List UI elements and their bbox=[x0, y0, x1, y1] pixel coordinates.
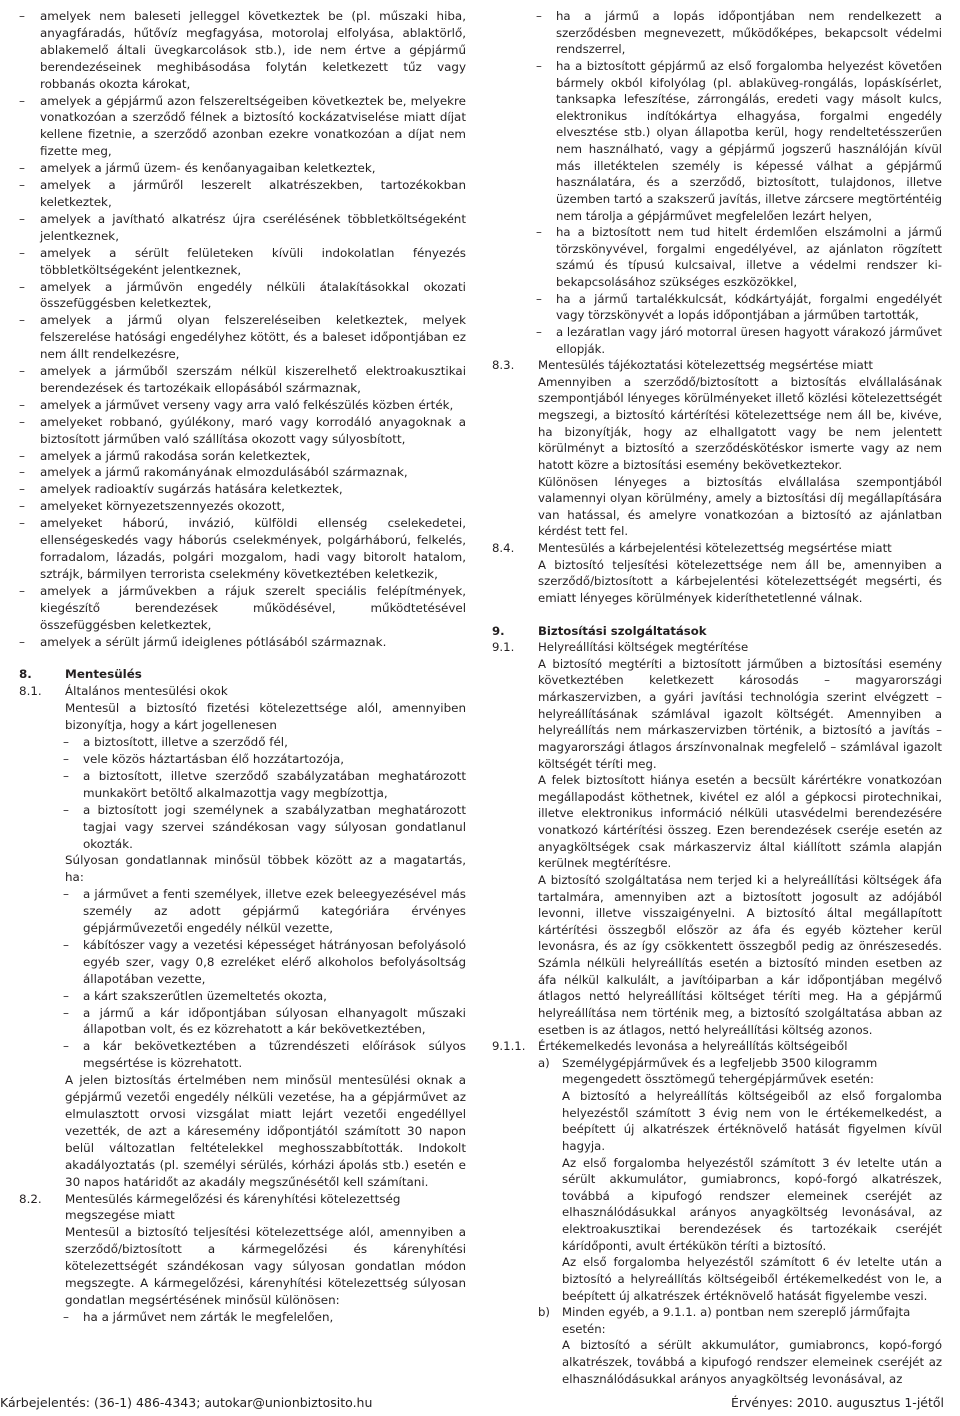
section-9-1-paragraph: A biztosító megtéríti a biztosított járműben a biztosítási esemény következtében keletkezett károsodás – magyarországi márkaszervizben, a gyári javítási technológia szerint elvégzett – helyreállításának számlával igazolt költségét. Amennyiben a helyreállítás nem márkaszervizben történik, a biztosító a javítás – magyarországi átlagos árszínvonalnak megfelelő – számlával igazolt költségét téríti meg. bbox=[538, 656, 942, 771]
section-8-1-heading-number: 8.1. bbox=[19, 684, 42, 699]
list-item: – a biztosított, illetve szerződő szabályzatában meghatározott munkakört betöltő alkalmazottja vagy megbízottja, bbox=[19, 768, 466, 802]
section-8-2-heading bbox=[19, 1191, 466, 1225]
item-b-paragraph: A biztosító a sérült akkumulátor, gumiabroncs, kopó-forgó alkatrészek, továbbá a kipufogó rendszer elemeinek cseréjét az elhasználódásukkal arányos anyagköltség levonásával, az bbox=[562, 1338, 942, 1386]
exclusion-list-item: – amelyek a sérült jármű ideiglenes pótlásából származnak. bbox=[19, 634, 466, 651]
list-item: – a biztosított, illetve a szerződő fél, bbox=[19, 734, 466, 751]
item-b-heading-title: Minden egyéb, a 9.1.1. a) pontban nem szereplő járműfajta esetén: bbox=[562, 1305, 911, 1336]
list-item: – kábítószer vagy a vezetési képességet hátrányosan befolyásoló egyéb szer, vagy 0,8 ezreléket elérő alkoholos befolyásoltság állapotában vezette, bbox=[19, 937, 466, 988]
section-8-3-paragraph: Amennyiben a szerződő/biztosított a biztosítás elvállalásának szempontjából lényeges körülményeket illető közlési kötelezettségét megszegi, a biztosító kártérítési kötelezettsége nem áll be, kivéve, ha bizonyítják, hogy az elhallgatott vagy be nem jelentett körülményt a biztosító a szerződéskötéskor ismerte vagy az nem hatott közre a biztosítási esemény bekövetkeztekor. bbox=[538, 374, 942, 472]
exclusion-list-item: – amelyeket háború, invázió, külföldi ellenség cselekedetei, ellenségeskedés vagy háborús cselekmények, polgárháború, felkelés, forradalom, lázadás, polgári mozgalom, hadi vagy bitorolt hatalom, sztrájk, bármilyen terrorista cselekmény következtében keletkezik, bbox=[19, 515, 466, 583]
exclusion-list-item: – amelyek a jármű olyan felszereléseiben keletkeztek, melyek felszerelése hatósági engedélyhez kötött, és a baleset időpontjában ez nem állt rendelkezésre, bbox=[19, 312, 466, 363]
section-8-1-heading-title: Általános mentesülési okok bbox=[65, 684, 228, 699]
section-9-1-paragraph: A biztosító szolgáltatása nem terjed ki a helyreállítási költségek áfa tartalmára, amennyiben azt a biztosított jogosult az adójából levonni, illetve visszaigényelni. A biztosító által megállapított kártérítési összegből először az áfa és egyéb közteher kerül levonásra, és az így csökkentett összegből pedig az önrészesedés. Számla nélküli helyreállítás esetén a biztosító minden esetben az áfa nélkül kalkulált, a javítóiparban a kár időpontjában megélvő átlagos nettó helyreállítási költséget téríti meg. Ha a gépjármű helyreállítása nem történik meg, a biztosító szolgáltatása abban az esetben is az átlagos, nettó helyreállítási költség azonos. bbox=[538, 872, 942, 1037]
list-item: – vele közös háztartásban élő hozzátartozója, bbox=[19, 751, 466, 768]
section-8-heading-title: Mentesülés bbox=[65, 667, 142, 682]
section-8-1-heading bbox=[19, 683, 466, 700]
exclusion-list-item: – amelyek a járművet verseny vagy arra való felkészülés közben érték, bbox=[19, 397, 466, 414]
right-column bbox=[492, 8, 942, 1387]
spacer bbox=[492, 607, 942, 623]
section-8-3-heading bbox=[492, 357, 942, 374]
section-9-1-heading-title: Helyreállítási költségek megtérítése bbox=[538, 640, 749, 655]
item-a-heading-title: Személygépjárművek és a legfeljebb 3500 kilogramm megengedett össztömegű tehergépjárművek esetén: bbox=[562, 1055, 878, 1087]
section-8-1-mid: Súlyosan gondatlannak minősül többek között az a magatartás, ha: bbox=[65, 853, 466, 885]
exclusion-list-item: – amelyek a gépjármű azon felszereltségeiben következtek be, melyekre vonatkozóan a szerződő félnek a biztosító kockázatviselése miatt díjat kellene fizetnie, a szerződő azonban ezekre vonatkozóan a díjat nem fizette meg, bbox=[19, 93, 466, 161]
list-item: – ha a jármű tartalékkulcsát, kódkártyáját, forgalmi engedélyét vagy törzskönyvét a lopás időpontjában a járműben tartották, bbox=[492, 291, 942, 324]
exclusion-list-item: – amelyeket robbanó, gyúlékony, maró vagy korrodáló anyagoknak a biztosított járműben való szállítása okozott vagy súlyosbított, bbox=[19, 414, 466, 448]
section-9-1-1-heading-number: 9.1.1. bbox=[492, 1039, 526, 1054]
section-9-1-heading bbox=[492, 639, 942, 656]
list-item: – ha a biztosított nem tud hitelt érdemlően elszámolni a jármű törzskönyvével, forgalmi engedélyével, az ajánlaton rögzített számú és típusú kulcsaival, illetve a védelmi rendszer ki-bekapcsolásához szükséges eszközökkel, bbox=[492, 224, 942, 291]
section-9-1-1-heading-title: Értékemelkedés levonása a helyreállítás költségeiből bbox=[538, 1039, 848, 1054]
list-item: – a lezáratlan vagy járó motorral üresen hagyott várakozó járművet ellopják. bbox=[492, 324, 942, 357]
item-a-heading-label: a) bbox=[538, 1055, 550, 1070]
section-8-2-heading-title: Mentesülés kármegelőzési és kárenyhítési kötelezettség megszegése miatt bbox=[65, 1191, 401, 1223]
section-9-heading bbox=[492, 623, 942, 640]
section-9-1-paragraph: A felek biztosított hiánya esetén a becsült kárértékre vonatkozóan megállapodást köthetnek, kivétel ez alól a gépkocsi pirotechnikai, illetve elektronikus információ nélküli utasvédelmi berendezésére vonatkozó kártérítési összeg. Ezen berendezések cseréje esetén az anyagköltségek csak márkaszerviz által kiállított számla alapján kerülnek megtérítésre. bbox=[538, 773, 942, 871]
item-b-heading bbox=[492, 1304, 942, 1337]
section-8-4-text: A biztosító teljesítési kötelezettsége nem áll be, amennyiben a szerződő/biztosított a kárbejelentési kötelezettségét megsérti, és emiatt lényeges körülmények kideríthetetlenné válnak. bbox=[538, 557, 942, 605]
exclusion-list-item: – amelyek a jármű üzem- és kenőanyagaiban keletkeztek, bbox=[19, 160, 466, 177]
list-item: – a kár bekövetkeztében a tűzrendészeti előírások súlyos megsértése is közrehatott. bbox=[19, 1038, 466, 1072]
item-a-heading bbox=[492, 1055, 942, 1088]
section-8-1-end: A jelen biztosítás értelmében nem minősül mentesülési oknak a gépjármű vezetői engedély nélküli vezetése, ha a gépjárművet az elmulasztott orvosi vizsgálat miatt lejárt vezetői engedéllyel vezették, de azt a káresemény időpontjától számított 30 napon belül változatlan feltételekkel meghosszabbították. Indokolt akadályoztatás (pl. személyi sérülés, kórházi ápolás stb.) esetén e 30 napos határidőt az akadály megszűnésétől kell számítani. bbox=[65, 1073, 466, 1189]
exclusion-list-item: – amelyek a sérült felületeken kívüli indokolatlan fényezés többletköltségeként jelentkeznek, bbox=[19, 245, 466, 279]
list-item: – a járművet a fenti személyek, illetve ezek beleegyezésével más személy az adott gépjármű kategóriára érvényes gépjárművezetői engedély nélkül vezette, bbox=[19, 886, 466, 937]
section-8-3-heading-title: Mentesülés tájékoztatási kötelezettség megsértése miatt bbox=[538, 358, 873, 373]
exclusion-list-item: – amelyek a járművekben a rájuk szerelt speciális felépítmények, kiegészítő berendezések működésével, működtetésével összefüggésben keletkeztek, bbox=[19, 583, 466, 634]
exclusion-list-item: – amelyeket környezetszennyezés okozott, bbox=[19, 498, 466, 515]
exclusion-list-item: – amelyek a járműről leszerelt alkatrészekben, tartozékokban keletkeztek, bbox=[19, 177, 466, 211]
exclusion-list-item: – amelyek nem baleseti jelleggel következtek be (pl. műszaki hiba, anyagfáradás, hűtővíz megfagyása, motorolaj elfolyása, ablaktörlő, ablakemelő általi üvegkarcolások stb.), ide nem értve a gépjármű berendezéseinek meghibásodása folytán keletkezett tűz vagy robbanás okozta károkat, bbox=[19, 8, 466, 93]
list-item: – a jármű a kár időpontjában súlyosan elhanyagolt műszaki állapotban volt, és ez közrehatott a kár bekövetkeztében, bbox=[19, 1005, 466, 1039]
section-8-4-heading-number: 8.4. bbox=[492, 541, 515, 555]
section-8-2-heading-number: 8.2. bbox=[19, 1191, 42, 1206]
list-item: – ha a járművet nem zárták le megfelelően, bbox=[19, 1309, 466, 1326]
section-8-2-text: Mentesül a biztosító teljesítési kötelezettsége alól, amennyiben a szerződő/biztosított a kármegelőzési és kárenyhítési kötelezettségét szándékosan vagy súlyosan gondatlan módon megszegte. A kármegelőzési, kárenyhítési kötelezettség súlyosan gondatlan megsértésének minősül különösen: bbox=[65, 1225, 466, 1307]
list-item: – a kárt szakszerűtlen üzemeltetés okozta, bbox=[19, 988, 466, 1005]
section-9-1-heading-number: 9.1. bbox=[492, 640, 515, 655]
item-a-paragraph: Az első forgalomba helyezéstől számított 3 év letelte után a sérült akkumulátor, gumiabroncs, kopó-forgó alkatrészek, továbbá a kipufogó rendszer elemeinek cseréjét az elhasználódásukkal arányos anyagköltség levonásával, az elektroakusztikai berendezések és tartozékaik cseréjét kárídőponti, avult értékükön téríti a biztosító. bbox=[562, 1155, 942, 1253]
section-9-heading-number: 9. bbox=[492, 623, 505, 638]
footer-validity: Érvényes: 2010. augusztus 1-jétől bbox=[730, 1395, 944, 1410]
exclusion-list-item: – amelyek a jármű rakodása során keletkeztek, bbox=[19, 448, 466, 465]
section-8-4-heading-title: Mentesülés a kárbejelentési kötelezettség megsértése miatt bbox=[538, 541, 892, 555]
section-8-4-heading bbox=[492, 540, 942, 557]
section-9-1-1-heading bbox=[492, 1038, 942, 1055]
list-item: – ha a biztosított gépjármű az első forgalomba helyezést követően bármely okból kifolyólag (pl. ablaküveg-rongálás, lopáskísérlet, tanksapka lefeszítése, zárrongálás, eredeti vagy másolt kulcs, elektronikus indítókártya elhagyása, forgalmi engedély elvesztése stb.) olyan állapotba kerül, hogy rendeltetésszerűen nem használható, vagy a gépjármű jogszerű használóján kívül más illetéktelen személy is képessé válhat a gépjármű használatára, és a szerződő, biztosított, tulajdonos, illetve üzemben tartó a szakszerű javítás, illetve zárcsere megtörténtéig nem tárolja a gépjárművet megfelelően lezárt helyen, bbox=[492, 58, 942, 224]
exclusion-list-item: – amelyek a jármű rakományának elmozdulásából származnak, bbox=[19, 464, 466, 481]
section-9-heading-title: Biztosítási szolgáltatások bbox=[538, 623, 707, 638]
section-8-3-paragraph: Különösen lényeges a biztosítás elvállalása szempontjából valamennyi olyan körülmény, amely a biztosítási díj megállapítására van hatással, és amelyre vonatkozóan a biztosító az ajánlatban kérdést tett fel. bbox=[538, 474, 942, 539]
item-b-heading-label: b) bbox=[538, 1305, 550, 1320]
exclusion-list-item: – amelyek a javítható alkatrész újra cserélésének többletköltségeként jelentkeznek, bbox=[19, 211, 466, 245]
section-8-3-heading-number: 8.3. bbox=[492, 358, 515, 373]
footer-contact: Kárbejelentés: (36-1) 486-4343; autokar@unionbiztosito.hu bbox=[0, 1395, 373, 1410]
list-item: – a biztosított jogi személynek a szabályzatban meghatározott tagjai vagy szervei szándékosan vagy súlyosan gondatlanul okozták. bbox=[19, 802, 466, 853]
exclusion-list-item: – amelyek radioaktív sugárzás hatására keletkeztek, bbox=[19, 481, 466, 498]
exclusion-list-item: – amelyek a járművön engedély nélküli átalakításokkal okozati összefüggésben keletkeztek, bbox=[19, 279, 466, 313]
spacer bbox=[19, 650, 466, 666]
list-item: – ha a jármű a lopás időpontjában nem rendelkezett a szerződésben megnevezett, működőképes, bekapcsolt védelmi rendszerrel, bbox=[492, 8, 942, 58]
section-8-heading-number: 8. bbox=[19, 667, 32, 682]
section-8-heading bbox=[19, 666, 466, 683]
exclusion-list-item: – amelyek a járműből szerszám nélkül kiszerelhető elektroakusztikai berendezések és tartozékaik ellopásából származnak, bbox=[19, 363, 466, 397]
item-a-paragraph: Az első forgalomba helyezéstől számított 6 év letelte után a biztosító a helyreállítás költségeiből értékemelkedést von le, a beépített új alkatrészek értéknövelő hatását figyelembe veszi. bbox=[562, 1255, 942, 1303]
item-a-paragraph: A biztosító a helyreállítás költségeiből az első forgalomba helyezéstől számított 3 évig nem von le értékemelkedést, a beépített új alkatrészek értéknövelő hatását figyelmen kívül hagyja. bbox=[562, 1089, 942, 1153]
section-8-1-intro: Mentesül a biztosító fizetési kötelezettsége alól, amennyiben bizonyítja, hogy a kárt jogellenesen bbox=[65, 701, 466, 733]
left-column bbox=[19, 8, 466, 1326]
